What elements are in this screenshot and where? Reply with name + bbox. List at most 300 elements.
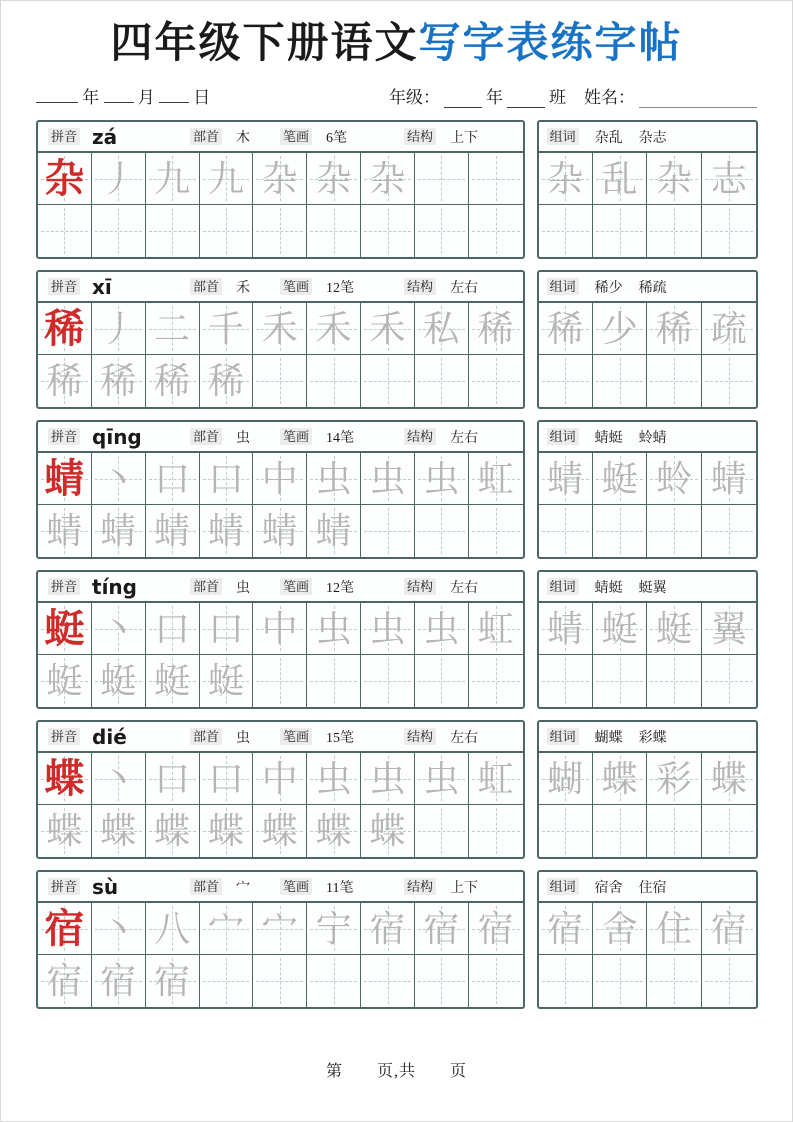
trace-character: 蜻 bbox=[46, 511, 83, 552]
practice-cell bbox=[307, 655, 361, 707]
trace-character: 稀 bbox=[207, 361, 244, 402]
practice-cell bbox=[702, 655, 756, 707]
grade-blank bbox=[444, 92, 482, 108]
practice-cell bbox=[253, 805, 307, 857]
practice-cell bbox=[415, 753, 469, 805]
character-block-header bbox=[38, 872, 523, 903]
pinyin-value: dié bbox=[92, 724, 127, 749]
model-character: 蜓 bbox=[44, 605, 85, 651]
strokes-label: 笔画 bbox=[280, 578, 312, 596]
character-block-header bbox=[38, 422, 523, 453]
meta-row bbox=[36, 83, 757, 108]
practice-cell bbox=[469, 753, 523, 805]
practice-cell bbox=[200, 603, 254, 655]
structure-label: 结构 bbox=[404, 278, 436, 296]
trace-character: 口 bbox=[207, 608, 244, 649]
sections bbox=[36, 120, 758, 1009]
trace-character: 稀 bbox=[46, 361, 83, 402]
pinyin-label: 拼音 bbox=[48, 728, 80, 746]
character-block bbox=[36, 570, 525, 709]
word-value: 彩蝶 bbox=[638, 730, 667, 746]
trace-character: 私 bbox=[423, 308, 460, 349]
practice-cell bbox=[702, 205, 756, 257]
character-block bbox=[36, 270, 525, 409]
trace-character: 丿 bbox=[100, 158, 137, 199]
trace-character: 丶 bbox=[100, 758, 137, 799]
practice-cell bbox=[593, 355, 647, 407]
radical-label: 部首 bbox=[190, 278, 222, 296]
practice-cell bbox=[92, 903, 146, 955]
trace-character: 宿 bbox=[100, 961, 137, 1002]
trace-character: 虹 bbox=[477, 458, 514, 499]
radical-value: 虫 bbox=[236, 430, 251, 446]
practice-cell bbox=[307, 805, 361, 857]
practice-cell bbox=[647, 153, 701, 205]
trace-character: 蜓 bbox=[100, 661, 137, 702]
words-block-header bbox=[539, 272, 756, 303]
words-block-header bbox=[539, 722, 756, 753]
trace-character: 九 bbox=[207, 158, 244, 199]
trace-character: 虫 bbox=[423, 458, 460, 499]
trace-character: 中 bbox=[261, 608, 298, 649]
practice-section bbox=[36, 720, 758, 859]
practice-cell bbox=[200, 753, 254, 805]
practice-cell bbox=[92, 655, 146, 707]
word-value: 蝴蝶 bbox=[594, 730, 623, 746]
practice-cell bbox=[647, 355, 701, 407]
pinyin-value: sù bbox=[92, 874, 119, 899]
practice-cell bbox=[702, 753, 756, 805]
trace-character: 蝶 bbox=[100, 811, 137, 852]
trace-character: 蜻 bbox=[261, 511, 298, 552]
practice-cell bbox=[539, 753, 593, 805]
practice-section bbox=[36, 870, 758, 1009]
trace-character: 二 bbox=[154, 308, 191, 349]
practice-cell bbox=[469, 453, 523, 505]
name-label: 姓名： bbox=[584, 88, 635, 108]
practice-cell bbox=[702, 153, 756, 205]
practice-cell bbox=[361, 603, 415, 655]
trace-character: 稀 bbox=[477, 308, 514, 349]
trace-character: 杂 bbox=[261, 158, 298, 199]
date-year-label: 年 bbox=[82, 88, 100, 108]
practice-cell bbox=[647, 655, 701, 707]
character-block bbox=[36, 120, 525, 259]
practice-cell bbox=[92, 205, 146, 257]
character-block bbox=[36, 720, 525, 859]
trace-character: 宁 bbox=[315, 908, 352, 949]
practice-grid bbox=[38, 303, 523, 407]
radical-label: 部首 bbox=[190, 878, 222, 896]
practice-cell bbox=[702, 603, 756, 655]
structure-value: 左右 bbox=[450, 430, 479, 446]
trace-character: 虫 bbox=[315, 758, 352, 799]
words-grid bbox=[539, 753, 756, 857]
words-label: 组词 bbox=[547, 878, 579, 896]
practice-cell bbox=[593, 205, 647, 257]
practice-cell bbox=[702, 453, 756, 505]
practice-cell bbox=[593, 505, 647, 557]
words-grid bbox=[539, 453, 756, 557]
model-character: 蝶 bbox=[44, 755, 85, 801]
practice-cell bbox=[539, 655, 593, 707]
trace-character: 宿 bbox=[423, 908, 460, 949]
practice-cell bbox=[146, 603, 200, 655]
practice-cell bbox=[361, 355, 415, 407]
practice-cell bbox=[38, 505, 92, 557]
radical-value: 禾 bbox=[236, 280, 251, 296]
practice-cell bbox=[415, 505, 469, 557]
trace-character: 虫 bbox=[369, 758, 406, 799]
practice-cell bbox=[539, 303, 593, 355]
pinyin-value: tíng bbox=[92, 574, 137, 599]
structure-value: 左右 bbox=[450, 730, 479, 746]
trace-character: 宀 bbox=[207, 908, 244, 949]
trace-character: 蜻 bbox=[154, 511, 191, 552]
practice-cell bbox=[253, 153, 307, 205]
practice-cell bbox=[200, 303, 254, 355]
practice-cell bbox=[253, 903, 307, 955]
practice-cell bbox=[146, 753, 200, 805]
structure-value: 左右 bbox=[450, 280, 479, 296]
practice-cell bbox=[253, 955, 307, 1007]
trace-character: 彩 bbox=[655, 758, 692, 799]
character-block-header bbox=[38, 572, 523, 603]
character-block bbox=[36, 420, 525, 559]
trace-character: 口 bbox=[154, 608, 191, 649]
practice-cell bbox=[469, 603, 523, 655]
pinyin-label: 拼音 bbox=[48, 878, 80, 896]
trace-character: 蜓 bbox=[601, 458, 638, 499]
practice-cell bbox=[38, 903, 92, 955]
word-value: 蛉蜻 bbox=[638, 430, 667, 446]
model-character: 稀 bbox=[44, 305, 85, 351]
practice-cell bbox=[415, 453, 469, 505]
words-grid bbox=[539, 603, 756, 707]
practice-cell bbox=[146, 505, 200, 557]
practice-cell bbox=[38, 303, 92, 355]
radical-label: 部首 bbox=[190, 728, 222, 746]
practice-cell bbox=[647, 505, 701, 557]
words-block bbox=[537, 720, 758, 859]
strokes-value: 14笔 bbox=[326, 430, 355, 446]
practice-cell bbox=[253, 603, 307, 655]
practice-cell bbox=[539, 153, 593, 205]
practice-cell bbox=[415, 153, 469, 205]
practice-cell bbox=[702, 303, 756, 355]
strokes-value: 12笔 bbox=[326, 280, 355, 296]
practice-cell bbox=[253, 505, 307, 557]
practice-cell bbox=[593, 805, 647, 857]
strokes-label: 笔画 bbox=[280, 128, 312, 146]
trace-character: 虫 bbox=[315, 458, 352, 499]
trace-character: 稀 bbox=[547, 308, 584, 349]
practice-grid bbox=[38, 603, 523, 707]
trace-character: 中 bbox=[261, 458, 298, 499]
trace-character: 住 bbox=[655, 908, 692, 949]
grade-year-suffix: 年 bbox=[486, 88, 503, 108]
practice-cell bbox=[307, 603, 361, 655]
word-value: 杂志 bbox=[638, 130, 667, 146]
practice-cell bbox=[469, 153, 523, 205]
practice-cell bbox=[92, 603, 146, 655]
structure-value: 上下 bbox=[450, 880, 479, 896]
practice-cell bbox=[647, 453, 701, 505]
date-month-label: 月 bbox=[137, 88, 155, 108]
practice-cell bbox=[200, 955, 254, 1007]
practice-cell bbox=[307, 753, 361, 805]
practice-cell bbox=[539, 603, 593, 655]
practice-cell bbox=[38, 355, 92, 407]
practice-cell bbox=[307, 903, 361, 955]
word-value: 杂乱 bbox=[594, 130, 623, 146]
trace-character: 杂 bbox=[369, 158, 406, 199]
words-block-header bbox=[539, 872, 756, 903]
practice-cell bbox=[702, 355, 756, 407]
class-blank bbox=[507, 92, 545, 108]
trace-character: 乱 bbox=[601, 158, 638, 199]
practice-cell bbox=[539, 205, 593, 257]
pinyin-label: 拼音 bbox=[48, 578, 80, 596]
practice-cell bbox=[593, 955, 647, 1007]
practice-cell bbox=[146, 955, 200, 1007]
strokes-label: 笔画 bbox=[280, 428, 312, 446]
radical-label: 部首 bbox=[190, 428, 222, 446]
practice-cell bbox=[469, 655, 523, 707]
trace-character: 宿 bbox=[710, 908, 747, 949]
name-blank bbox=[639, 92, 757, 108]
words-block-header bbox=[539, 572, 756, 603]
words-label: 组词 bbox=[547, 278, 579, 296]
practice-cell bbox=[593, 753, 647, 805]
trace-character: 蜓 bbox=[154, 661, 191, 702]
date-line bbox=[36, 83, 210, 108]
practice-cell bbox=[702, 955, 756, 1007]
trace-character: 丶 bbox=[100, 908, 137, 949]
practice-cell bbox=[92, 303, 146, 355]
practice-cell bbox=[146, 805, 200, 857]
practice-cell bbox=[702, 505, 756, 557]
trace-character: 蝶 bbox=[315, 811, 352, 852]
practice-cell bbox=[146, 453, 200, 505]
trace-character: 蝶 bbox=[46, 811, 83, 852]
pinyin-label: 拼音 bbox=[48, 278, 80, 296]
radical-value: 宀 bbox=[236, 880, 251, 896]
structure-value: 左右 bbox=[450, 580, 479, 596]
trace-character: 口 bbox=[207, 458, 244, 499]
practice-cell bbox=[647, 805, 701, 857]
practice-cell bbox=[361, 903, 415, 955]
practice-cell bbox=[253, 753, 307, 805]
practice-section bbox=[36, 420, 758, 559]
trace-character: 九 bbox=[154, 158, 191, 199]
practice-cell bbox=[469, 805, 523, 857]
practice-cell bbox=[361, 205, 415, 257]
practice-cell bbox=[415, 955, 469, 1007]
practice-cell bbox=[200, 805, 254, 857]
practice-cell bbox=[469, 955, 523, 1007]
practice-cell bbox=[38, 753, 92, 805]
strokes-value: 11笔 bbox=[326, 880, 354, 896]
practice-cell bbox=[361, 655, 415, 707]
page-footer: 第 页,共 页 bbox=[325, 1063, 467, 1080]
practice-cell bbox=[539, 453, 593, 505]
trace-character: 宿 bbox=[547, 908, 584, 949]
practice-cell bbox=[307, 355, 361, 407]
words-block-header bbox=[539, 122, 756, 153]
practice-cell bbox=[415, 603, 469, 655]
structure-value: 上下 bbox=[450, 130, 479, 146]
practice-cell bbox=[307, 205, 361, 257]
practice-section bbox=[36, 270, 758, 409]
trace-character: 蜻 bbox=[547, 458, 584, 499]
practice-grid bbox=[38, 153, 523, 257]
practice-cell bbox=[647, 955, 701, 1007]
trace-character: 蜻 bbox=[315, 511, 352, 552]
trace-character: 虹 bbox=[477, 608, 514, 649]
trace-character: 虫 bbox=[423, 758, 460, 799]
practice-cell bbox=[469, 303, 523, 355]
practice-cell bbox=[307, 303, 361, 355]
pinyin-value: xī bbox=[92, 274, 112, 299]
trace-character: 蝶 bbox=[601, 758, 638, 799]
model-character: 宿 bbox=[44, 905, 85, 951]
practice-cell bbox=[593, 603, 647, 655]
practice-cell bbox=[361, 753, 415, 805]
practice-cell bbox=[307, 153, 361, 205]
word-value: 稀少 bbox=[594, 280, 623, 296]
practice-cell bbox=[92, 505, 146, 557]
practice-cell bbox=[253, 303, 307, 355]
trace-character: 杂 bbox=[655, 158, 692, 199]
trace-character: 八 bbox=[154, 908, 191, 949]
word-value: 住宿 bbox=[638, 880, 667, 896]
practice-cell bbox=[415, 805, 469, 857]
practice-cell bbox=[146, 303, 200, 355]
words-block-header bbox=[539, 422, 756, 453]
trace-character: 蜻 bbox=[100, 511, 137, 552]
trace-character: 中 bbox=[261, 758, 298, 799]
practice-cell bbox=[539, 355, 593, 407]
class-name-line bbox=[389, 83, 757, 108]
practice-cell bbox=[92, 153, 146, 205]
trace-character: 禾 bbox=[315, 308, 352, 349]
trace-character: 虫 bbox=[369, 608, 406, 649]
model-character: 杂 bbox=[44, 155, 85, 201]
practice-cell bbox=[647, 205, 701, 257]
words-label: 组词 bbox=[547, 428, 579, 446]
class-suffix: 班 bbox=[549, 88, 566, 108]
strokes-value: 12笔 bbox=[326, 580, 355, 596]
practice-cell bbox=[38, 655, 92, 707]
practice-cell bbox=[361, 955, 415, 1007]
words-label: 组词 bbox=[547, 578, 579, 596]
strokes-value: 15笔 bbox=[326, 730, 355, 746]
date-day-label: 日 bbox=[193, 88, 211, 108]
radical-value: 虫 bbox=[236, 730, 251, 746]
practice-grid bbox=[38, 903, 523, 1007]
practice-cell bbox=[200, 355, 254, 407]
practice-cell bbox=[200, 505, 254, 557]
trace-character: 宿 bbox=[477, 908, 514, 949]
practice-cell bbox=[38, 955, 92, 1007]
word-value: 蜻蜓 bbox=[594, 430, 623, 446]
practice-cell bbox=[415, 355, 469, 407]
trace-character: 虫 bbox=[423, 608, 460, 649]
strokes-value: 6笔 bbox=[326, 130, 348, 146]
practice-cell bbox=[253, 205, 307, 257]
trace-character: 禾 bbox=[261, 308, 298, 349]
practice-cell bbox=[146, 205, 200, 257]
strokes-label: 笔画 bbox=[280, 878, 312, 896]
character-block-header bbox=[38, 122, 523, 153]
words-block bbox=[537, 120, 758, 259]
trace-character: 蜻 bbox=[547, 608, 584, 649]
trace-character: 蝶 bbox=[154, 811, 191, 852]
trace-character: 蜓 bbox=[46, 661, 83, 702]
practice-cell bbox=[415, 655, 469, 707]
trace-character: 稀 bbox=[100, 361, 137, 402]
pinyin-value: zá bbox=[92, 124, 118, 149]
character-block-header bbox=[38, 722, 523, 753]
trace-character: 蜓 bbox=[207, 661, 244, 702]
trace-character: 蝶 bbox=[207, 811, 244, 852]
practice-cell bbox=[200, 655, 254, 707]
practice-cell bbox=[307, 505, 361, 557]
trace-character: 蝶 bbox=[710, 758, 747, 799]
trace-character: 蝶 bbox=[369, 811, 406, 852]
practice-grid bbox=[38, 753, 523, 857]
practice-section bbox=[36, 120, 758, 259]
practice-cell bbox=[146, 655, 200, 707]
date-year-blank bbox=[36, 87, 78, 103]
practice-cell bbox=[38, 153, 92, 205]
trace-character: 舍 bbox=[601, 908, 638, 949]
practice-cell bbox=[593, 153, 647, 205]
practice-cell bbox=[593, 903, 647, 955]
practice-cell bbox=[647, 753, 701, 805]
radical-value: 虫 bbox=[236, 580, 251, 596]
trace-character: 宿 bbox=[46, 961, 83, 1002]
practice-cell bbox=[307, 955, 361, 1007]
words-block bbox=[537, 420, 758, 559]
strokes-label: 笔画 bbox=[280, 278, 312, 296]
character-block bbox=[36, 870, 525, 1009]
structure-label: 结构 bbox=[404, 878, 436, 896]
trace-character: 杂 bbox=[547, 158, 584, 199]
trace-character: 宿 bbox=[154, 961, 191, 1002]
practice-cell bbox=[539, 955, 593, 1007]
word-value: 蜓翼 bbox=[638, 580, 667, 596]
practice-cell bbox=[38, 603, 92, 655]
pinyin-label: 拼音 bbox=[48, 428, 80, 446]
trace-character: 蝴 bbox=[547, 758, 584, 799]
practice-cell bbox=[200, 453, 254, 505]
trace-character: 虹 bbox=[477, 758, 514, 799]
practice-cell bbox=[647, 303, 701, 355]
practice-cell bbox=[200, 153, 254, 205]
practice-cell bbox=[146, 355, 200, 407]
practice-cell bbox=[469, 205, 523, 257]
practice-cell bbox=[38, 453, 92, 505]
practice-cell bbox=[200, 205, 254, 257]
words-block bbox=[537, 570, 758, 709]
practice-cell bbox=[361, 805, 415, 857]
trace-character: 蜻 bbox=[710, 458, 747, 499]
practice-cell bbox=[92, 753, 146, 805]
practice-cell bbox=[92, 805, 146, 857]
words-label: 组词 bbox=[547, 728, 579, 746]
